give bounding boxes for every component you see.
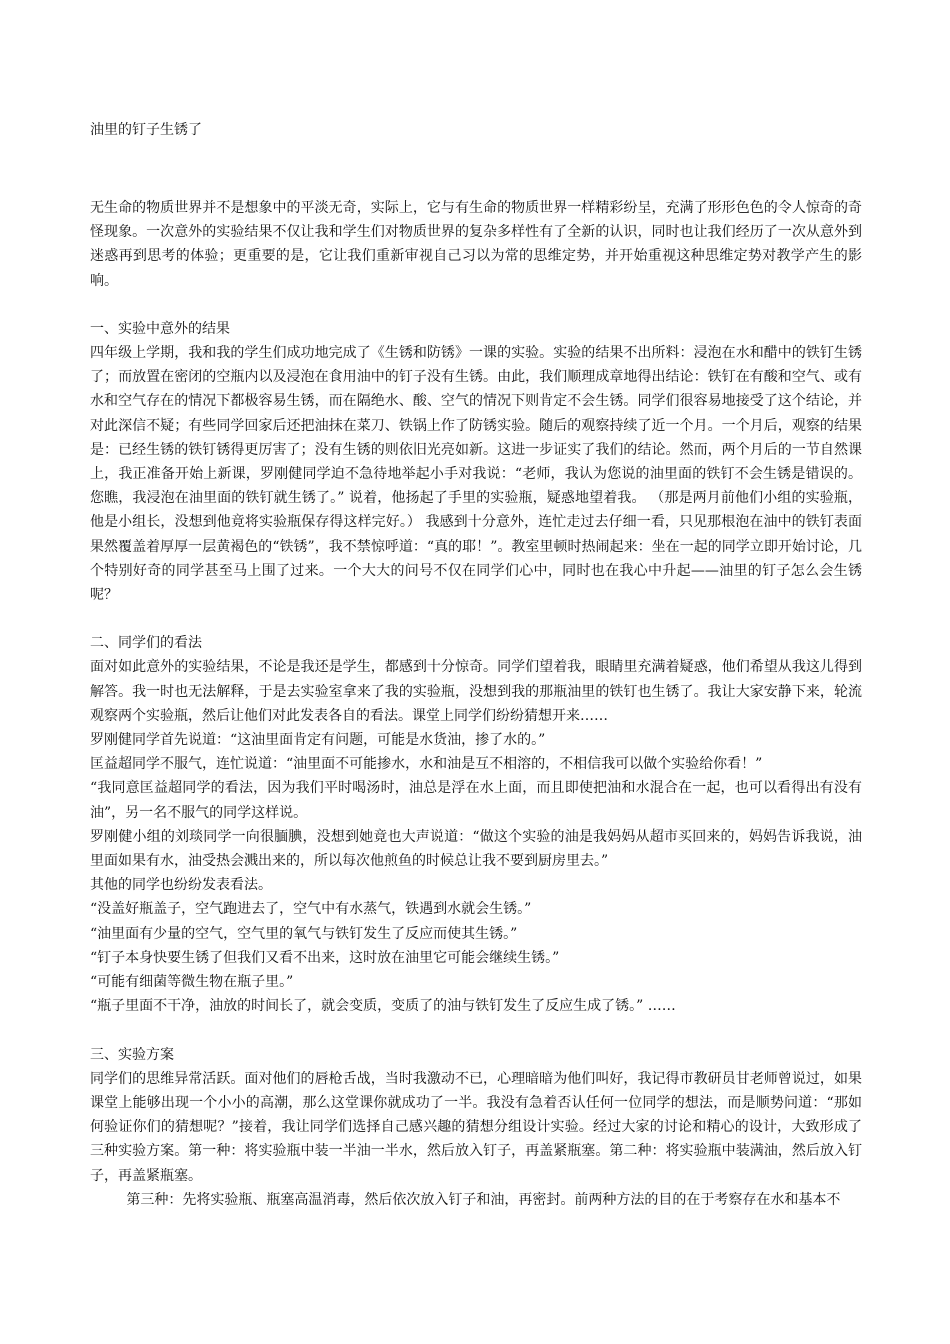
section-3-third-method: 第三种：先将实验瓶、瓶塞高温消毒，然后依次放入钉子和油，再密封。前两种方法的目的在于考察存在水和基本不 bbox=[126, 1191, 841, 1208]
section-2-paragraph: 罗刚健小组的刘琰同学一向很腼腆，没想到她竟也大声说道：“做这个实验的油是我妈妈从超市买回来的，妈妈告诉我说，油里面如果有水，油受热会溅出来的，所以每次他煎鱼的时候总让我不要到厨房里去。” bbox=[90, 828, 862, 870]
section-3-body: 同学们的思维异常活跃。面对他们的唇枪舌战，当时我激动不已，心理暗暗为他们叫好，我记得市教研员甘老师曾说过，如果课堂上能够出现一个小小的高潮，那么这堂课你就成功了一半。我没有急着否认任何一位同学的想法，而是顺势问道：“那如何验证你们的猜想呢？”接着，我让同学们选择自己感兴趣的猜想分组设计实验。经过大家的讨论和精心的设计，大致形成了三种实验方案。第一种：将实验瓶中装一半油一半水，然后放入钉子，再盖紧瓶塞。第二种：将实验瓶中装满油，然后放入钉子，再盖紧瓶塞。 bbox=[90, 1070, 862, 1184]
section-2-paragraph: 匡益超同学不服气，连忙说道：“油里面不可能掺水，水和油是互不相溶的，不相信我可以做个实验给你看！” bbox=[90, 756, 763, 773]
section-2-paragraph: 其他的同学也纷纷发表看法。 bbox=[90, 877, 272, 894]
section-2-paragraph: “瓶子里面不干净，油放的时间长了，就会变质，变质了的油与铁钉发生了反应生成了锈。” …… bbox=[90, 998, 676, 1015]
section-1-heading: 一、实验中意外的结果 bbox=[90, 320, 230, 337]
section-2-paragraph: “我同意匡益超同学的看法，因为我们平时喝汤时，油总是浮在水上面，而且即使把油和水混合在一起，也可以看得出有没有油”，另一名不服气的同学这样说。 bbox=[90, 780, 862, 821]
paragraph-gap bbox=[90, 607, 862, 631]
section-1-body: 四年级上学期，我和我的学生们成功地完成了《生锈和防锈》一课的实验。实验的结果不出所料：浸泡在水和醋中的铁钉生锈了；而放置在密闭的空瓶内以及浸泡在食用油中的钉子没有生锈。由此，我们顺理成章地得出结论：铁钉在有酸和空气、或有水和空气存在的情况下都极容易生锈，而在隔绝水、酸、空气的情况下则肯定不会生锈。同学们很容易地接受了这个结论，并对此深信不疑；有些同学回家后还把油抹在菜刀、铁锅上作了防锈实验。随后的观察持续了近一个月。一个月后，观察的结果是：已经生锈的铁钉锈得更厉害了；没有生锈的则依旧光亮如新。这进一步证实了我们的结论。然而，两个月后的一节自然课上，我正准备开始上新课，罗刚健同学迫不急待地举起小手对我说：“老师，我认为您说的油里面的铁钉不会生锈是错误的。您瞧，我浸泡在油里面的铁钉就生锈了。” 说着，他扬起了手里的实验瓶，疑惑地望着我。 （那是两月前他们小组的实验瓶，他是小组长，没想到他竟将实验瓶保存得这样完好。） 我感到十分意外，连忙走过去仔细一看，只见那根泡在油中的铁钉表面果然覆盖着厚厚一层黄褐色的“铁锈”，我不禁惊呼道：“真的耶！”。教室里顿时热闹起来：坐在一起的同学立即开始讨论，几个特别好奇的同学甚至马上围了过来。一个大大的问号不仅在同学们心中，同时也在我心中升起——油里的钉子怎么会生锈呢？ bbox=[90, 345, 862, 604]
section-2-heading: 二、同学们的看法 bbox=[90, 635, 202, 652]
section-3-heading: 三、实验方案 bbox=[90, 1046, 174, 1063]
intro-paragraph: 无生命的物质世界并不是想象中的平淡无奇，实际上，它与有生命的物质世界一样精彩纷呈，充满了形形色色的令人惊奇的奇怪现象。一次意外的实验结果不仅让我和学生们对物质世界的复杂多样性有了全新的认识，同时也让我们经历了一次从意外到迷惑再到思考的体验；更重要的是，它让我们重新审视自己习以为常的思维定势，并开始重视这种思维定势对教学产生的影响。 bbox=[90, 200, 862, 289]
paragraph-gap bbox=[90, 1019, 862, 1043]
section-2-paragraph: “可能有细菌等微生物在瓶子里。” bbox=[90, 974, 294, 991]
document-title: 油里的钉子生锈了 bbox=[90, 122, 202, 138]
section-2-paragraph: “油里面有少量的空气，空气里的氧气与铁钉发生了反应而使其生锈。” bbox=[90, 925, 518, 942]
section-2-paragraph: “没盖好瓶盖子，空气跑进去了，空气中有水蒸气，铁遇到水就会生锈。” bbox=[90, 901, 532, 918]
section-2-paragraph: “钉子本身快要生锈了但我们又看不出来，这时放在油里它可能会继续生锈。” bbox=[90, 949, 560, 966]
paragraph-gap bbox=[90, 293, 862, 317]
document-body bbox=[90, 196, 862, 1212]
section-2-paragraph: 面对如此意外的实验结果，不论是我还是学生，都感到十分惊奇。同学们望着我，眼睛里充满着疑惑，他们希望从我这儿得到解答。我一时也无法解释，于是去实验室拿来了我的实验瓶，没想到我的那瓶油里的铁钉也生锈了。我让大家安静下来，轮流观察两个实验瓶，然后让他们对此发表各自的看法。课堂上同学们纷纷猜想开来…… bbox=[90, 659, 862, 724]
section-2-paragraph: 罗刚健同学首先说道：“这油里面肯定有问题，可能是水货油，掺了水的。” bbox=[90, 732, 546, 749]
